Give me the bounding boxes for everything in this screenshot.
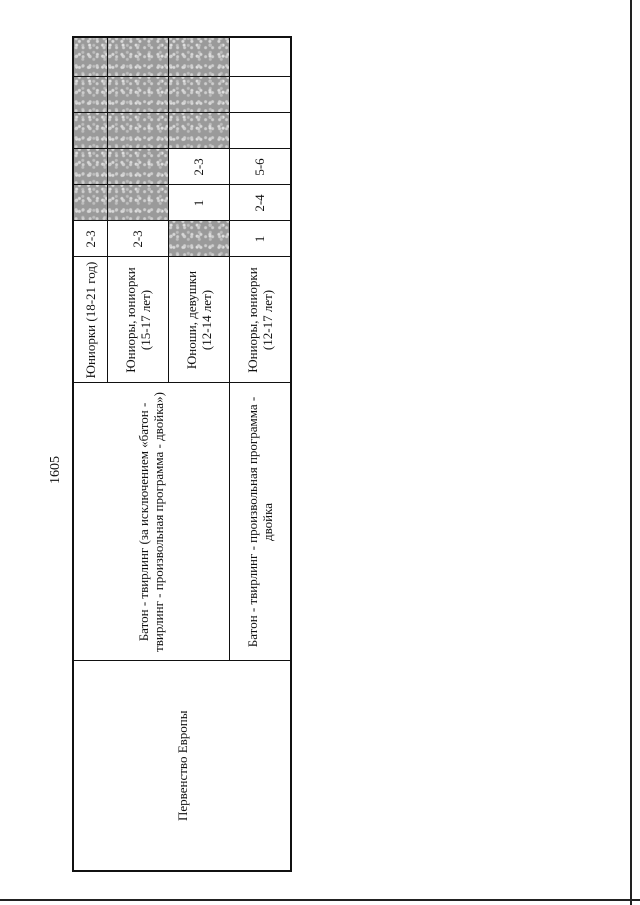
empty-shaded-cell [168,37,229,77]
discipline-cell: Батон - твирлинг - произвольная программа - двойка [229,383,291,661]
age-group-cell: Юниорки (18-21 год) [73,257,107,383]
page-border-right [630,0,632,905]
empty-shaded-cell [107,185,168,221]
table-row [73,37,107,871]
page-number: 1605 [48,456,63,484]
empty-cell [229,113,291,149]
empty-shaded-cell [73,77,107,113]
age-group-cell: Юниоры, юниорки (12-17 лет) [229,257,291,383]
age-group-cell: Юноши, девушки (12-14 лет) [168,257,229,383]
empty-shaded-cell [73,185,107,221]
value-cell: 2-3 [73,221,107,257]
value-cell: 1 [168,185,229,221]
value-cell: 2-3 [107,221,168,257]
empty-shaded-cell [73,149,107,185]
empty-shaded-cell [107,37,168,77]
page-border-bottom [0,899,640,901]
value-cell: 2-4 [229,185,291,221]
empty-shaded-cell [107,113,168,149]
empty-shaded-cell [168,113,229,149]
empty-shaded-cell [73,113,107,149]
empty-shaded-cell [168,221,229,257]
empty-cell [229,37,291,77]
age-group-cell: Юниоры, юниорки (15-17 лет) [107,257,168,383]
value-cell: 5-6 [229,149,291,185]
discipline-cell: Батон - твирлинг (за исключением «батон - твирлинг - произвольная программа - двойка») [73,383,229,661]
empty-cell [229,77,291,113]
empty-shaded-cell [107,149,168,185]
empty-shaded-cell [73,37,107,77]
competition-cell: Первенство Европы [73,661,291,871]
value-cell: 1 [229,221,291,257]
value-cell: 2-3 [168,149,229,185]
results-table [72,36,292,872]
results-table-rotated [72,38,292,872]
empty-shaded-cell [107,77,168,113]
results-table-container [72,38,292,872]
empty-shaded-cell [168,77,229,113]
